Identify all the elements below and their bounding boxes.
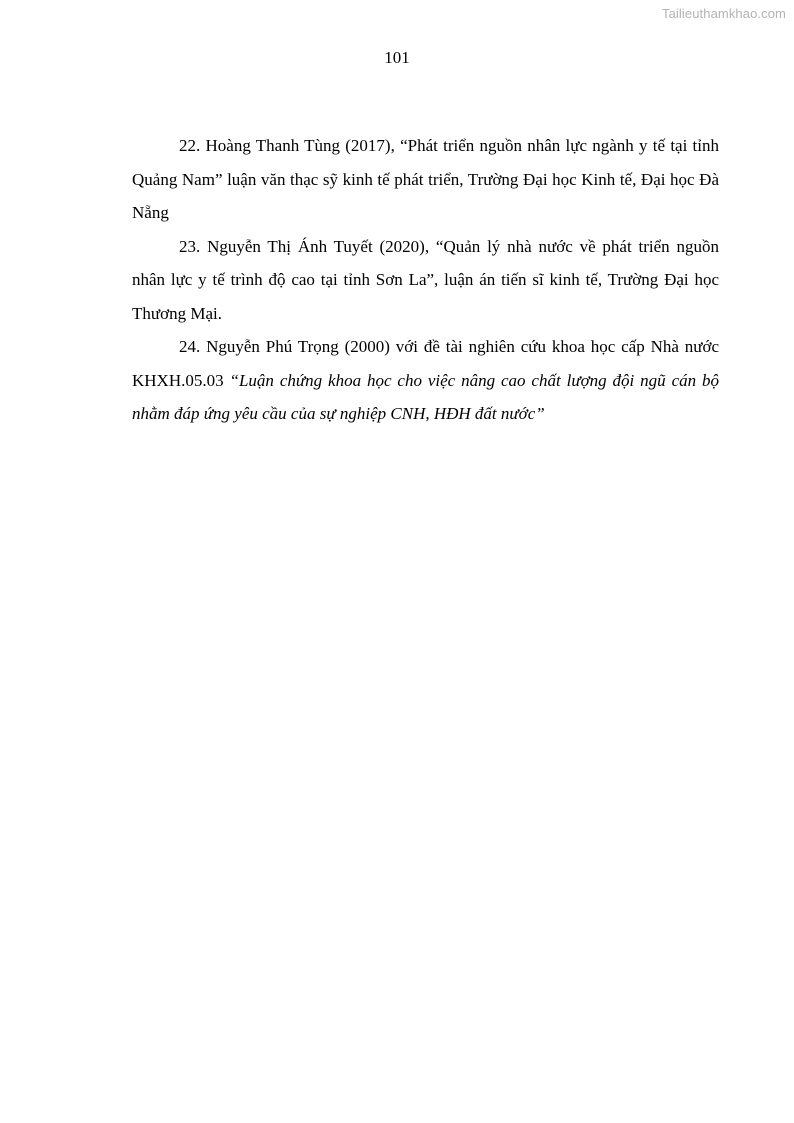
- reference-24-title: “Luận chứng khoa học cho việc nâng cao chất lượng đội ngũ cán bộ nhằm đáp ứng yêu cầu của sự nghiệp CNH, HĐH đất nước”: [132, 370, 720, 423]
- reference-24: [132, 330, 719, 431]
- watermark: Tailieuthamkhao.com: [661, 6, 786, 21]
- reference-list: [132, 129, 719, 431]
- reference-23: 23. Nguyễn Thị Ánh Tuyết (2020), “Quản lý nhà nước về phát triển nguồn nhân lực y tế trình độ cao tại tỉnh Sơn La”, luận án tiến sĩ kinh tế, Trường Đại học Thương Mại.: [132, 236, 719, 323]
- reference-24-text: 24. Nguyễn Phú Trọng (2000) với đề tài nghiên cứu khoa học cấp Nhà nước KHXH.05.03: [132, 337, 719, 390]
- page-number: 101: [384, 48, 410, 67]
- reference-22: 22. Hoàng Thanh Tùng (2017), “Phát triển nguồn nhân lực ngành y tế tại tỉnh Quảng Nam” luận văn thạc sỹ kinh tế phát triển, Trường Đại học Kinh tế, Đại học Đà Nẵng: [132, 136, 719, 222]
